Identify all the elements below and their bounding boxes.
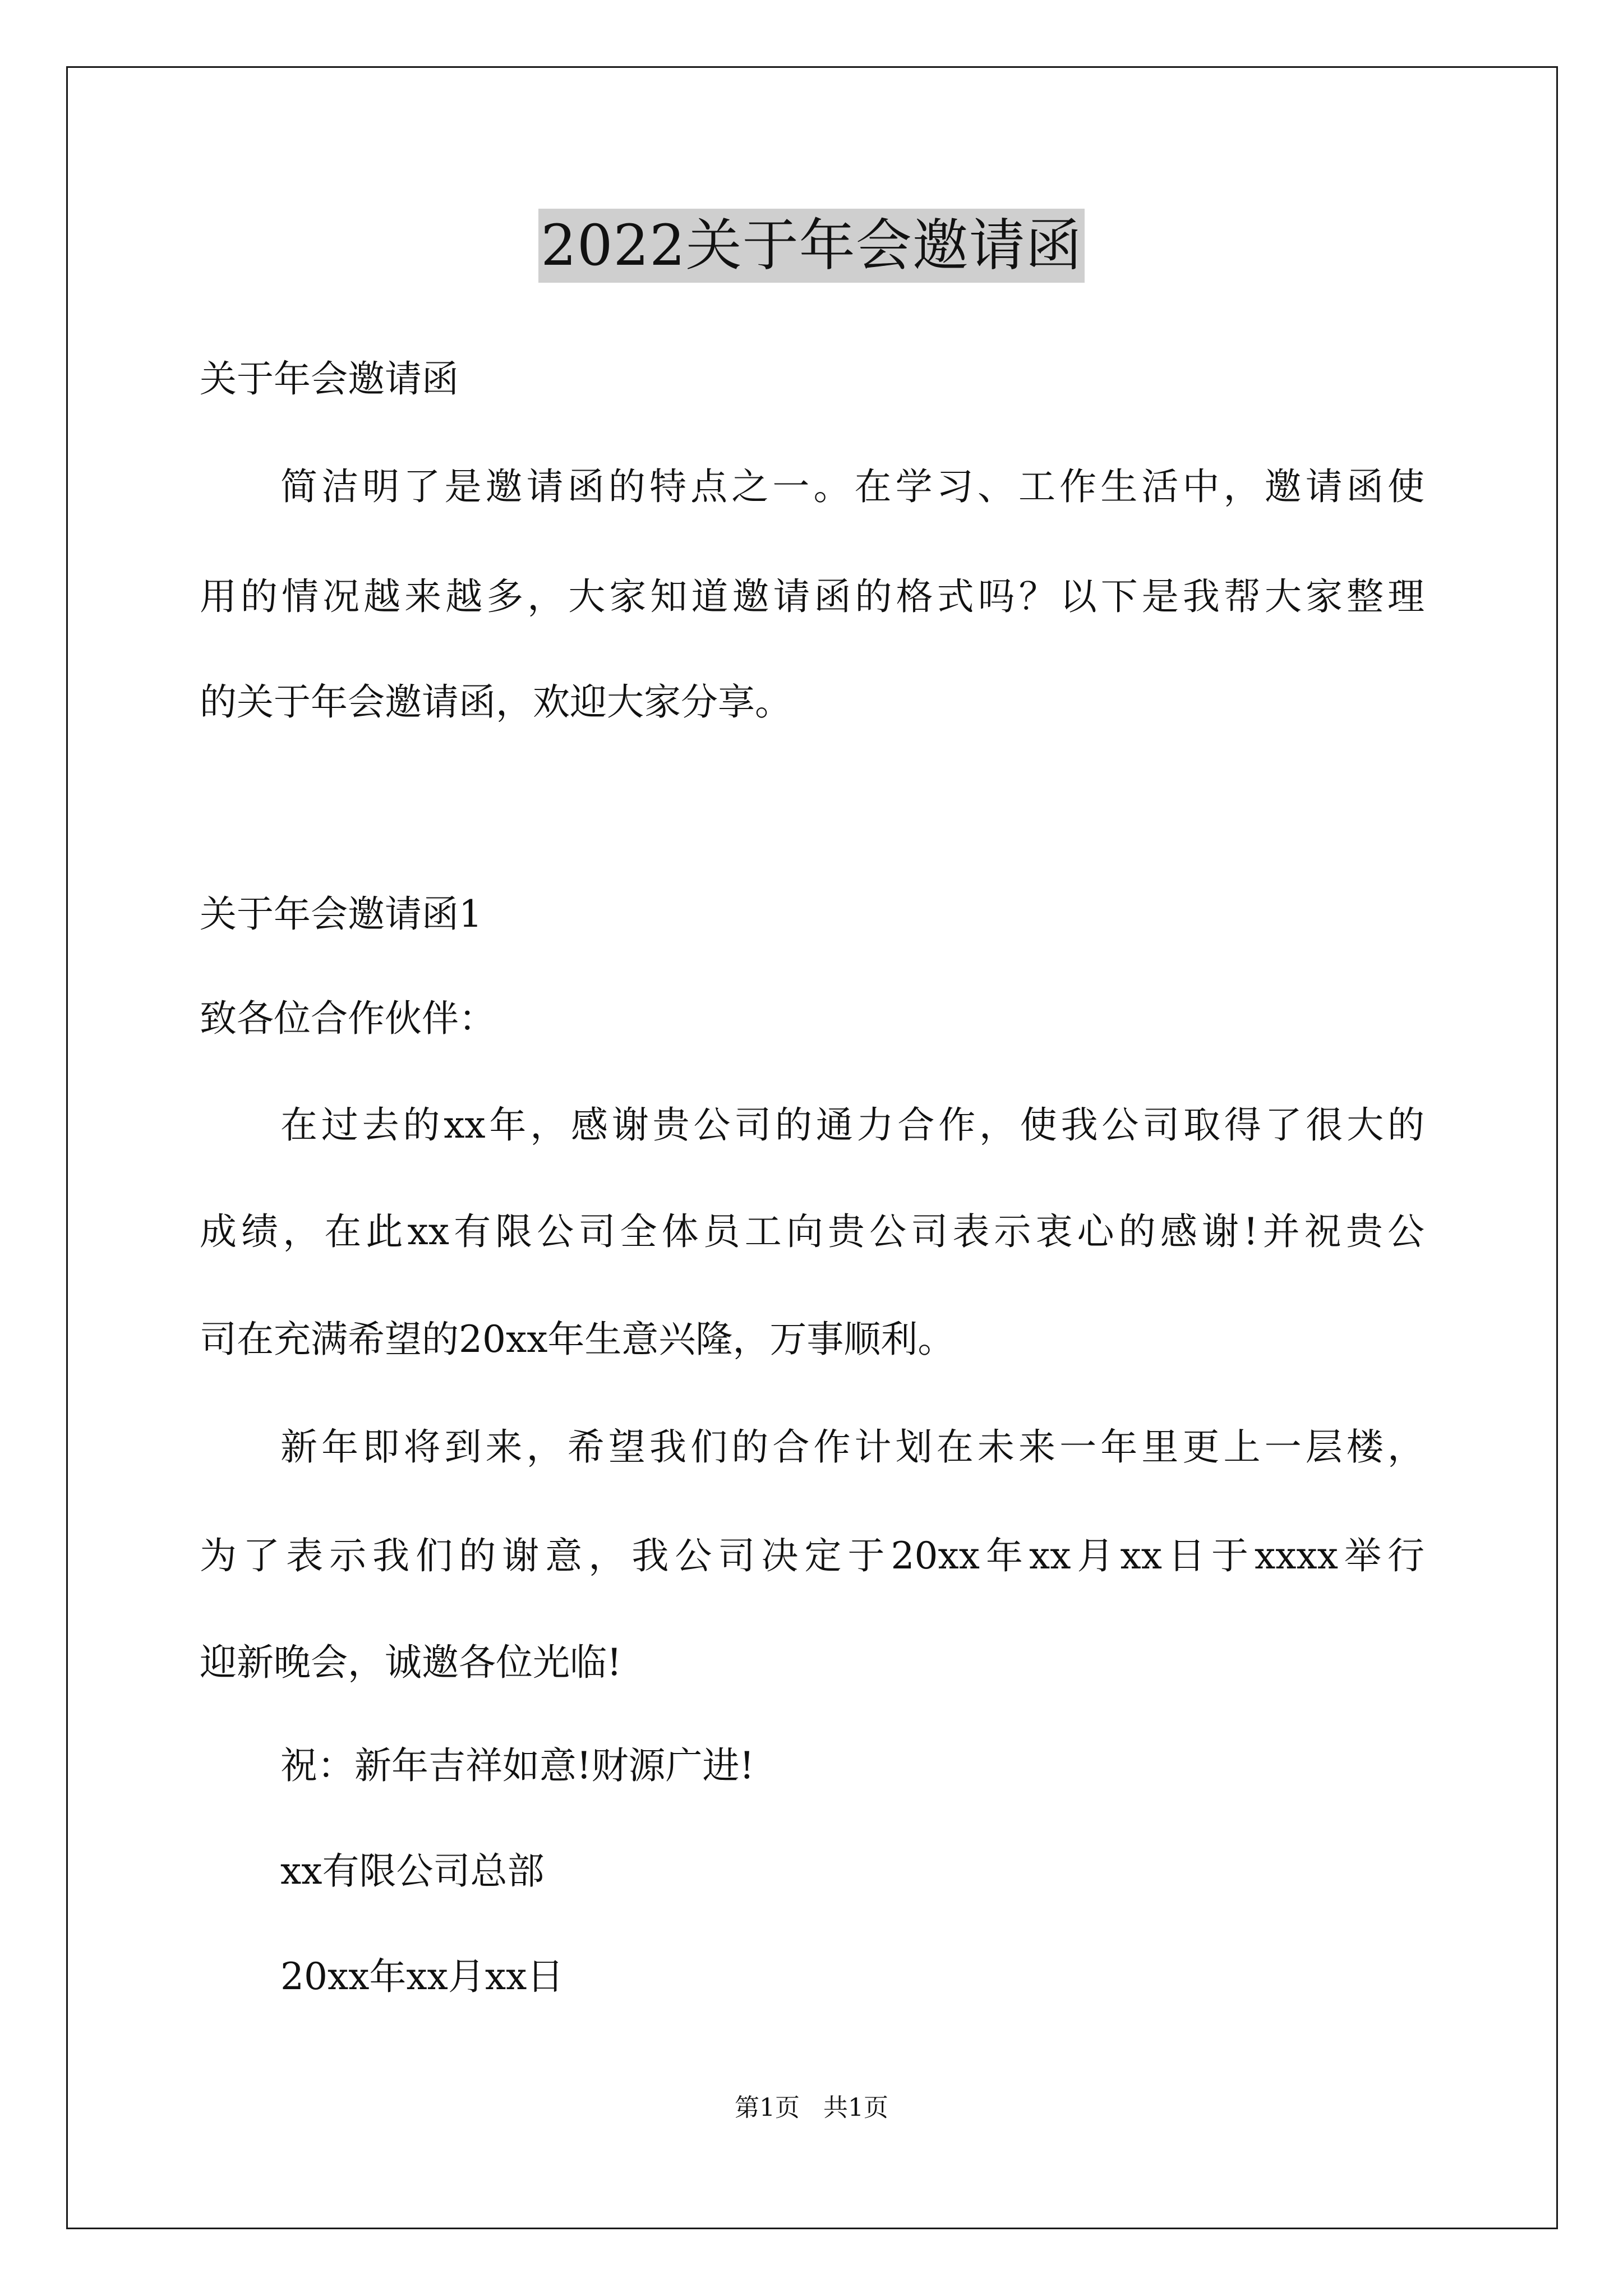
intro-line-2: 用的情况越来越多，大家知道邀请函的格式吗？以下是我帮大家整理 bbox=[200, 575, 1424, 618]
page-footer: 第1页 共1页 bbox=[735, 2093, 888, 2122]
section-heading: 关于年会邀请函1 bbox=[200, 892, 482, 936]
salutation: 致各位合作伙伴： bbox=[200, 997, 496, 1040]
intro-line-1: 简洁明了是邀请函的特点之一。在学习、工作生活中，邀请函使 bbox=[280, 465, 1424, 508]
para2-line-3: 迎新晚会，诚邀各位光临! bbox=[200, 1641, 622, 1684]
para2-line-2: 为了表示我们的谢意，我公司决定于20xx年xx月xx日于xxxx举行 bbox=[200, 1534, 1424, 1577]
wishes: 祝：新年吉祥如意!财源广进! bbox=[280, 1744, 755, 1787]
para2-line-1: 新年即将到来，希望我们的合作计划在未来一年里更上一层楼， bbox=[280, 1425, 1424, 1469]
intro-line-3: 的关于年会邀请函，欢迎大家分享。 bbox=[200, 680, 792, 724]
signature: xx有限公司总部 bbox=[280, 1849, 545, 1893]
document-title: 2022关于年会邀请函 bbox=[538, 209, 1085, 283]
para1-line-2: 成绩，在此xx有限公司全体员工向贵公司表示衷心的感谢!并祝贵公 bbox=[200, 1210, 1424, 1253]
subtitle: 关于年会邀请函 bbox=[200, 357, 459, 401]
para1-line-1: 在过去的xx年，感谢贵公司的通力合作，使我公司取得了很大的 bbox=[280, 1103, 1424, 1147]
para1-line-3: 司在充满希望的20xx年生意兴隆，万事顺利。 bbox=[200, 1318, 955, 1361]
title-container bbox=[0, 209, 1623, 283]
date: 20xx年xx月xx日 bbox=[280, 1955, 564, 1998]
